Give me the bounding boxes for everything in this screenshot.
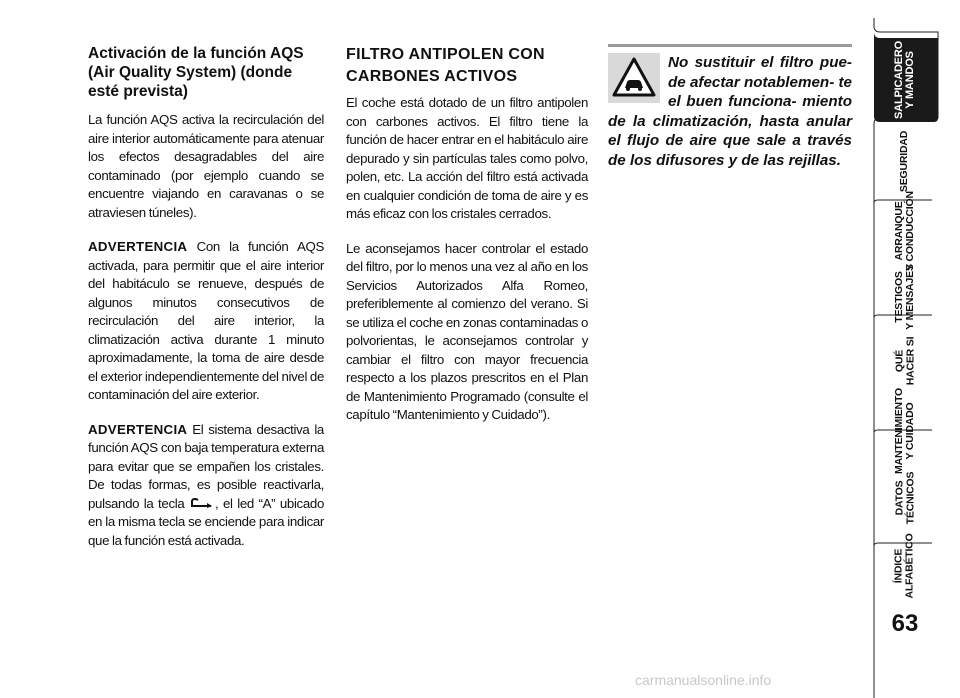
tab-que-hacer[interactable]: QUÉ HACER SI [892,336,916,386]
advertencia-1 [88,238,324,405]
page-number: 63 [891,610,919,637]
advertencia-text: Con la función AQS activada, para permitir que el aire interior del habitáculo se renueve, después de algunos minutos consecutivos de recirculación del aire interior, la climatización activa durante 1 minuto aproximadamente, la toma de aire desde el exterior independientemente del nivel de contaminación del aire exterior. [88,239,325,402]
filtro-heading: FILTRO ANTIPOLEN CON CARBONES ACTIVOS [346,46,545,85]
column-aqs [88,44,324,566]
advertencia-text-b: , el led “A” ubicado en la misma tecla se enciende para indicar que la función está activada. [88,495,324,548]
column-filtro [346,44,588,441]
advertencia-label: ADVERTENCIA [88,239,188,254]
watermark: carmanualsonline.info [635,672,772,688]
tab-arranque[interactable]: ARRANQUE Y CONDUCCIÓN [893,191,917,271]
tab-testigos[interactable]: TESTIGOS Y MENSAJES [893,264,916,330]
advertencia-text-a: El sistema desactiva la función AQS con baja temperatura externa para evitar que se empañen los cristales. De todas formas, es posible reactivarla, pulsando la tecla [88,421,324,511]
tab-mantenimiento[interactable]: MANTENIMIENTO Y CUIDADO [893,388,916,474]
warning-box [608,44,852,170]
filtro-paragraph-2: Le aconsejamos hacer controlar el estado del filtro, por lo menos una vez al año en los Servicios Autorizados Alfa Romeo, preferiblemente al comienzo del verano. Si se utiliza el coche en zonas contaminadas o polvorientas, le aconsejamos controlar y cambiar el filtro con mayor frecuencia respecto a los plazos prescritos en el Plan de Mantenimiento Programado (consulte el capítulo “Mantenimiento y Cuidado”). [346,240,588,422]
aqs-paragraph: La función AQS activa la recirculación del aire interior automáticamente para atenuar los efectos desagradables del aire contaminado (por ejemplo cuando se encuentre viajando en caravanas o se atraviesen túneles). [88,112,324,220]
tab-indice[interactable]: ÍNDICE ALFABÉTICO [893,533,916,599]
chapter-tabs [872,18,960,698]
filtro-paragraph-1: El coche está dotado de un filtro antipolen con carbones activos. El filtro tiene la función de hacer entrar en el habitáculo aire depurado y sin partículas tales como polvo, polen, etc. La acción del filtro está activada en cualquier condición de toma de aire y es más eficaz con los cristales cerrados. [346,95,588,221]
advertencia-label: ADVERTENCIA [88,421,188,437]
car-warning-icon [608,53,660,103]
tab-datos[interactable]: DATOS TÉCNICOS [893,471,916,525]
advertencia-2 [88,421,324,551]
recirculation-key-icon [189,497,215,509]
warning-rule [608,44,852,47]
tab-salpicadero[interactable]: SALPICADERO Y MANDOS [893,41,916,119]
tab-seguridad[interactable]: SEGURIDAD [898,130,911,192]
aqs-heading: Activación de la función AQS (Air Quality System) (donde esté prevista) [88,45,304,100]
warning-text: No sustituir el filtro pue- de afectar notablemen- te el buen funciona- miento de la climatización, hasta anular el flujo de aire que sale a través de los difusores y de las rejillas. [608,54,852,169]
